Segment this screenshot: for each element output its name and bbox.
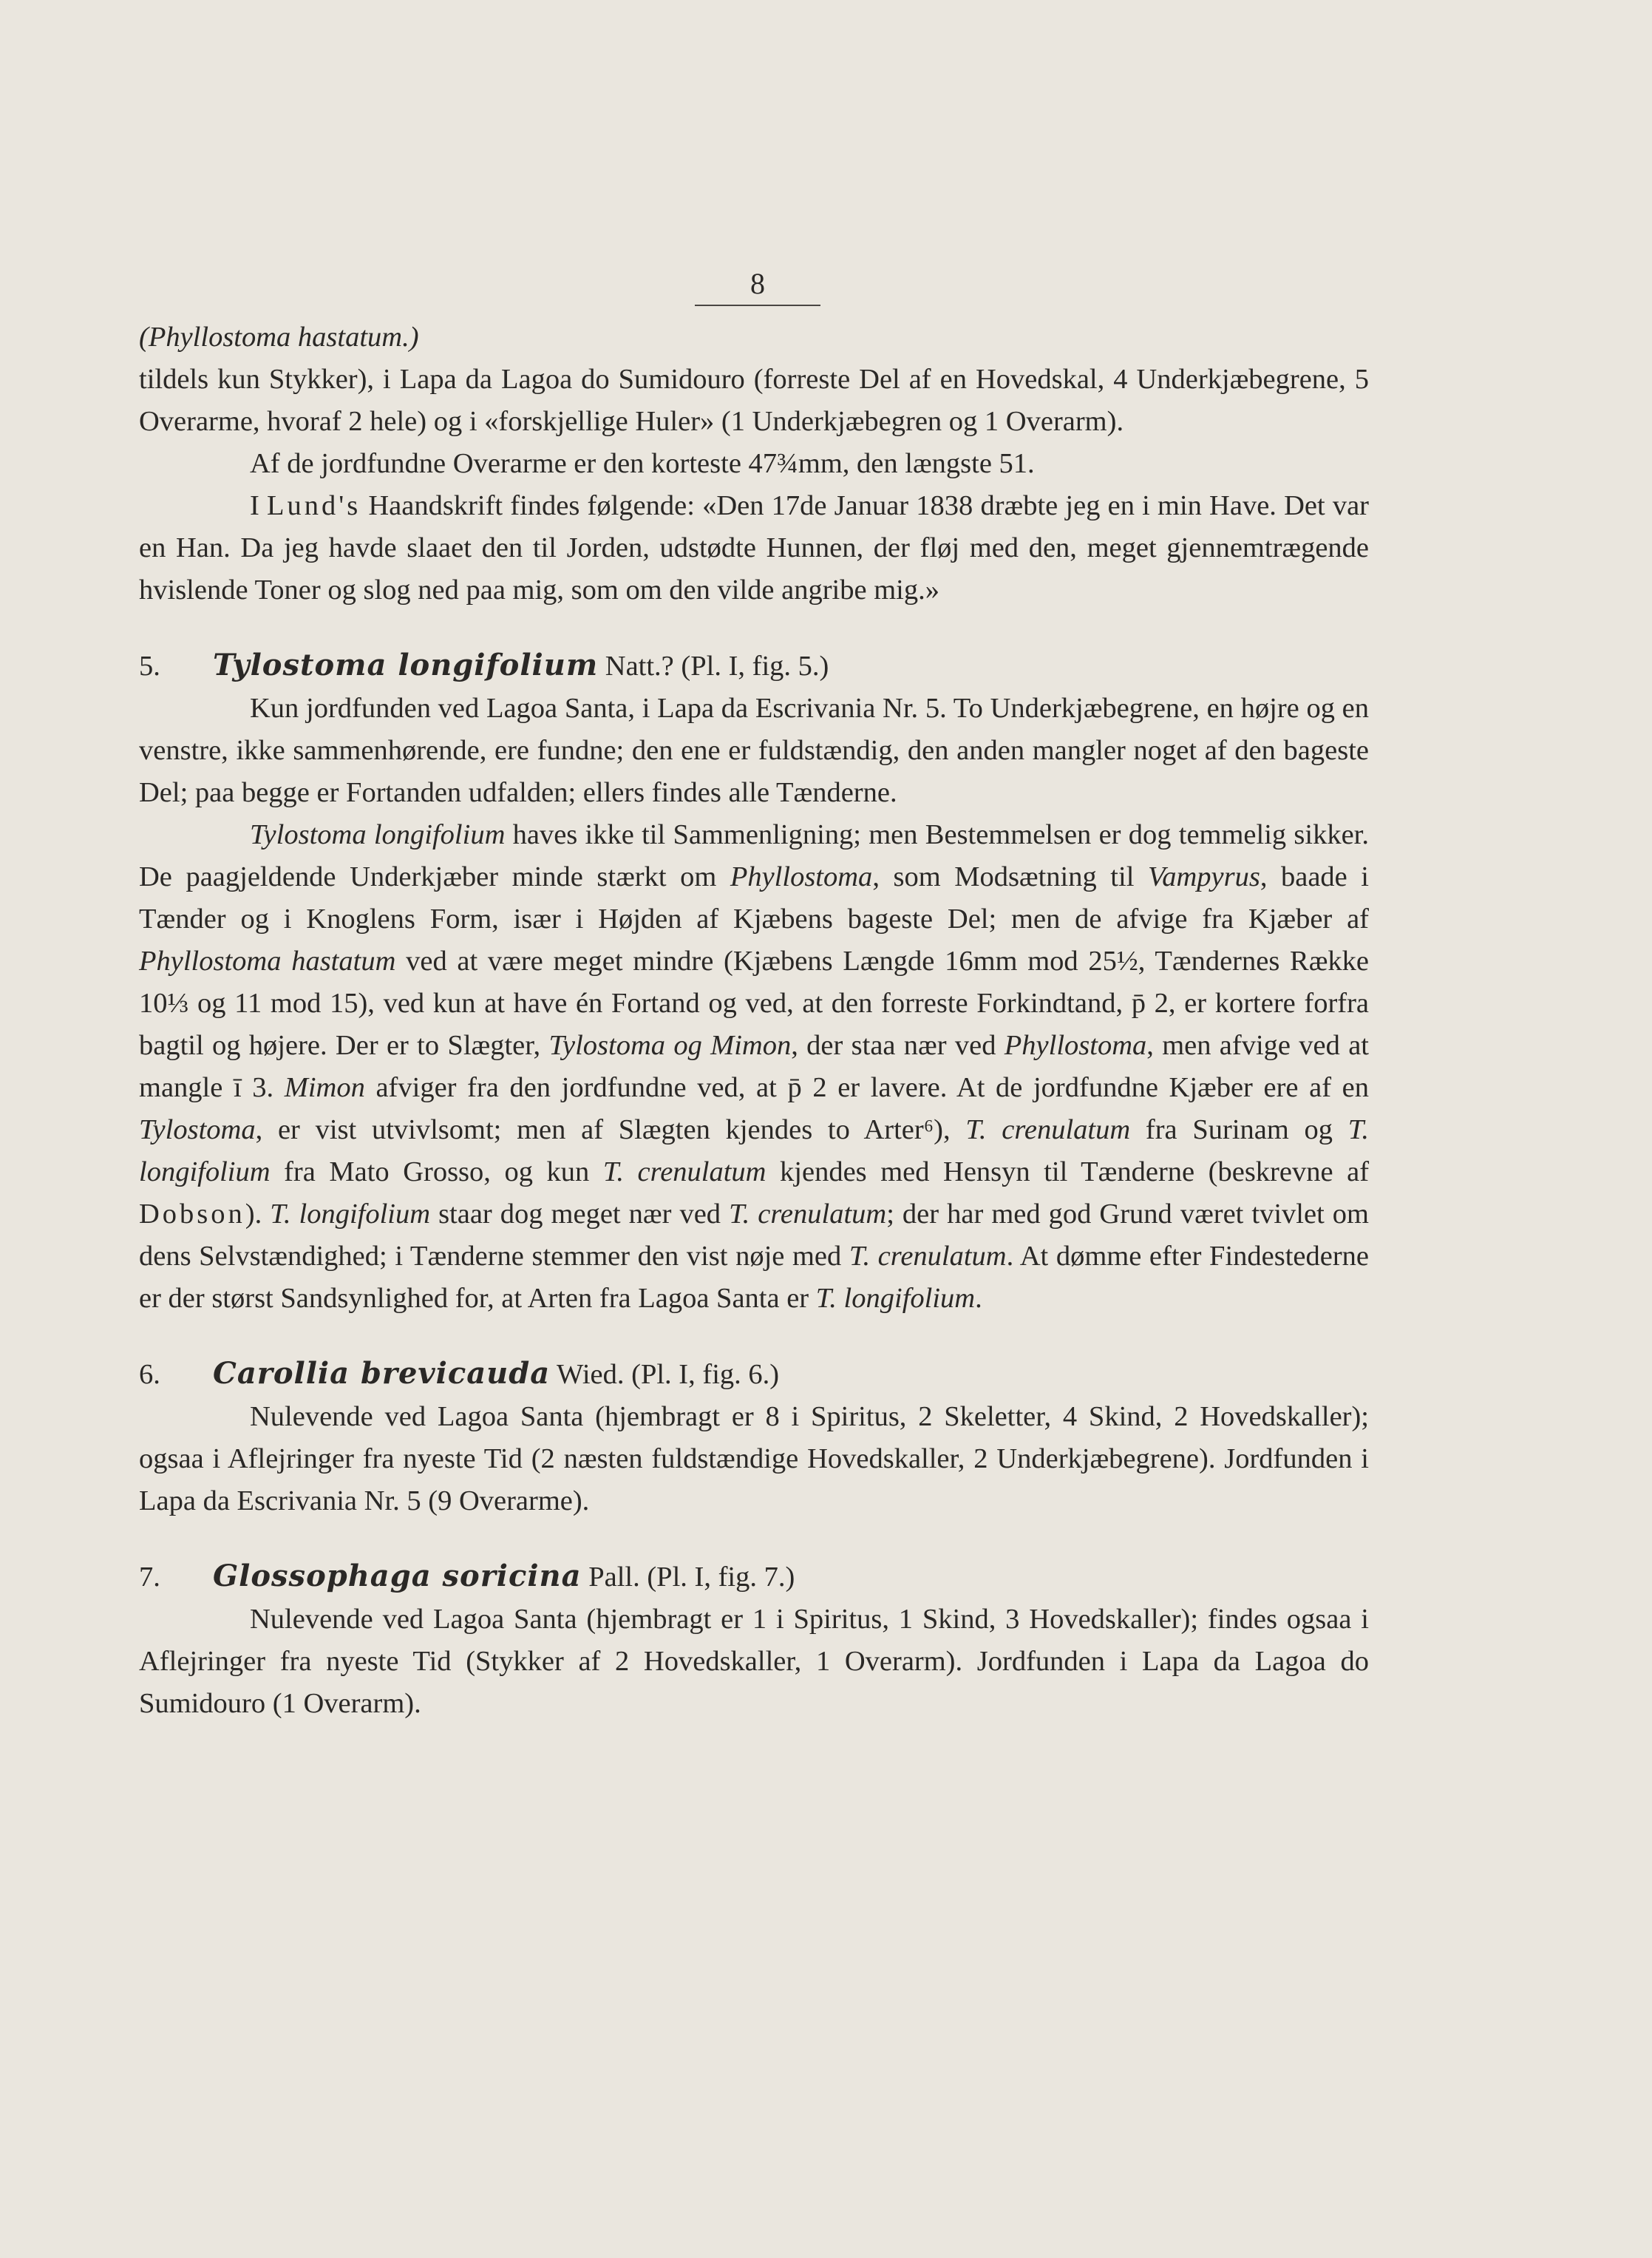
paragraph: Af de jordfundne Overarme er den korteste 47¾mm, den længste 51.	[250, 448, 1035, 479]
species-name: Glossophaga soricina	[213, 1559, 582, 1593]
paragraph: Tylostoma longifolium haves ikke til Sammenligning; men Bestemmelsen er dog temmelig sikker. De paagjeldende Underkjæber minde stærkt om Phyllostoma, som Modsætning til Vampyrus, baade i Tænder og i Knoglens Form, især i Højden af Kjæbens bageste Del; men de afvige fra Kjæber af Phyllostoma hastatum ved at være meget mindre (Kjæbens Længde 16mm mod 25½, Tændernes Række 10⅓ og 11 mod 15), ved kun at have én Fortand og ved, at den forreste Forkindtand, p̄ 2, er kortere forfra bagtil og højere. Der er to Slægter, Tylostoma og Mimon, der staa nær ved Phyllostoma, men afvige ved at mangle ī 3. Mimon afviger fra den jordfundne ved, at p̄ 2 er lavere. At de jordfundne Kjæber ere af en Tylostoma, er vist utvivlsomt; men af Slægten kjendes to Arter⁶), T. crenulatum fra Surinam og T. longifolium fra Mato Grosso, og kun T. crenulatum kjendes med Hensyn til Tænderne (beskrevne af Dobson). T. longifolium staar dog meget nær ved T. crenulatum; der har med god Grund været tvivlet om dens Selvstændighed; i Tænderne stemmer den vist nøje med T. crenulatum. At dømme efter Findestederne er der størst Sandsynlighed for, at Arten fra Lagoa Santa er T. longifolium.	[139, 819, 1370, 1314]
page-number: 8	[695, 263, 820, 306]
species-heading-6	[139, 1352, 1369, 1396]
species-heading-5	[139, 644, 1369, 688]
paragraph: Nulevende ved Lagoa Santa (hjembragt er 1 i Spiritus, 1 Skind, 3 Hovedskaller); findes ogsaa i Aflejringer fra nyeste Tid (Stykker af 2 Hovedskaller, 1 Overarm). Jordfunden i Lapa da Lagoa do Sumidouro (1 Overarm).	[139, 1604, 1369, 1719]
paragraph: I Lund's Haandskrift findes følgende: «Den 17de Januar 1838 dræbte jeg en i min Have. Det var en Han. Da jeg havde slaaet den til Jorden, udstødte Hunnen, der fløj med den, meget gjennemtrægende hvislende Toner og slog ned paa mig, som om den vilde angribe mig.»	[139, 490, 1369, 606]
species-name: Carollia brevicauda	[213, 1356, 551, 1391]
author-name: Lund's	[267, 490, 361, 521]
species-number: 6.	[139, 1359, 160, 1390]
paragraph: Kun jordfunden ved Lagoa Santa, i Lapa da Escrivania Nr. 5. To Underkjæbegrene, en højre og en venstre, ikke sammenhørende, ere fundne; den ene er fuldstændig, den anden mangler noget af den bageste Del; paa begge er Fortanden udfalden; ellers findes alle Tænderne.	[139, 693, 1369, 808]
body-text	[139, 316, 1369, 1725]
species-heading-7	[139, 1555, 1369, 1598]
species-number: 7.	[139, 1562, 160, 1593]
species-authority: Natt.? (Pl. I, fig. 5.)	[598, 651, 829, 682]
paragraph: Nulevende ved Lagoa Santa (hjembragt er 8 i Spiritus, 2 Skeletter, 4 Skind, 2 Hovedskaller); ogsaa i Aflejringer fra nyeste Tid (2 næsten fuldstændige Hovedskaller, 2 Underkjæbegrene). Jordfunden i Lapa da Escrivania Nr. 5 (9 Overarme).	[139, 1401, 1369, 1516]
running-head: (Phyllostoma hastatum.)	[139, 322, 419, 353]
species-authority: Wied. (Pl. I, fig. 6.)	[550, 1359, 780, 1390]
species-number: 5.	[139, 651, 160, 682]
species-authority: Pall. (Pl. I, fig. 7.)	[581, 1562, 795, 1593]
paragraph: tildels kun Stykker), i Lapa da Lagoa do Sumidouro (forreste Del af en Hovedskal, 4 Underkjæbegrene, 5 Overarme, hvoraf 2 hele) og i «forskjellige Huler» (1 Underkjæbegren og 1 Overarm).	[139, 364, 1369, 437]
species-name: Tylostoma longifolium	[213, 648, 599, 682]
